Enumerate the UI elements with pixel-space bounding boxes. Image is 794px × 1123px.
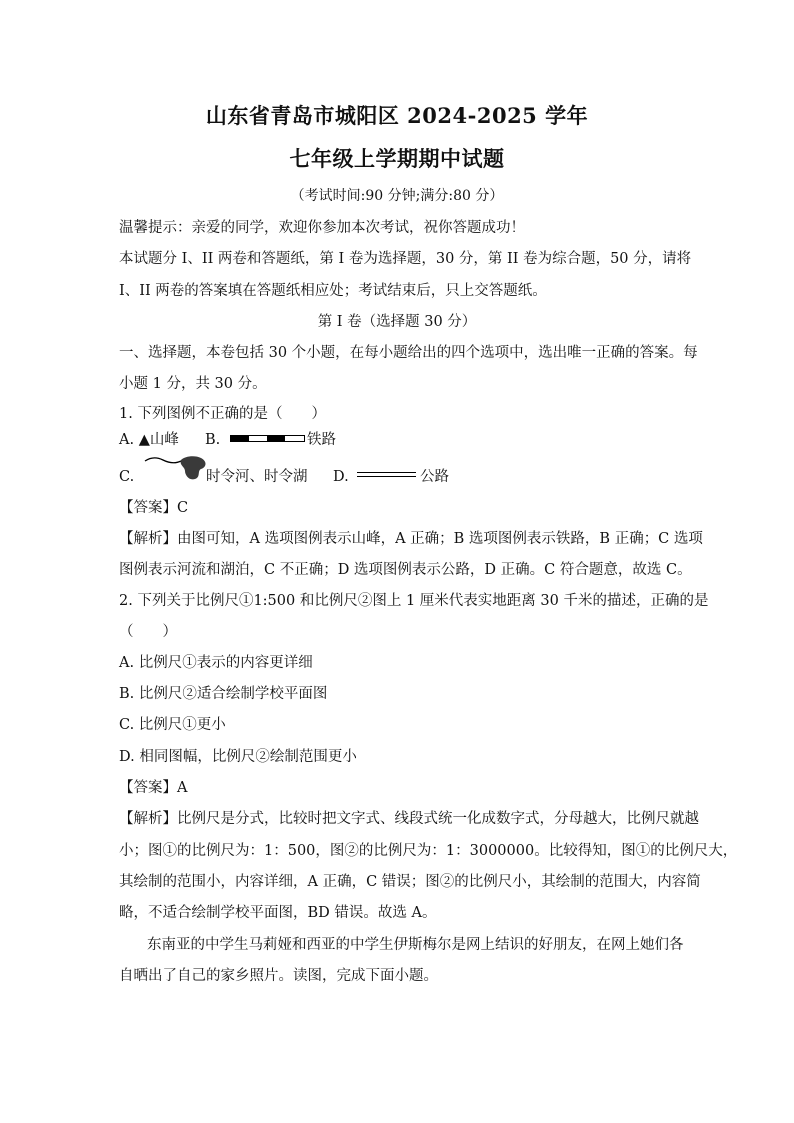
q1-option-b-label: 铁路 xyxy=(307,432,336,448)
tip-text: 温馨提示：亲爱的同学，欢迎你参加本次考试，祝你答题成功！ xyxy=(119,220,525,236)
q1-stem: 1. 下列图例不正确的是（ ） xyxy=(119,406,326,422)
q1-analysis-line-2: 图例表示河流和湖泊，C 不正确；D 选项图例表示公路，D 正确。C 符合题意，故选 C。 xyxy=(119,562,692,578)
section-title: 第 I 卷（选择题 30 分） xyxy=(317,314,477,330)
passage-line-1: 东南亚的中学生马莉娅和西亚的中学生伊斯梅尔是网上结识的好朋友，在网上她们各 xyxy=(147,937,684,953)
q2-stem-line-2: （ ） xyxy=(119,624,177,640)
instructions-line-2: I、II 两卷的答案填在答题纸相应处；考试结束后，只上交答题纸。 xyxy=(119,283,547,299)
road-legend-icon xyxy=(357,470,417,480)
document-subtitle: 七年级上学期期中试题 xyxy=(289,146,505,171)
document-title: 山东省青岛市城阳区 2024-2025 学年 xyxy=(205,103,589,128)
railway-legend-icon xyxy=(230,434,306,444)
q2-answer: 【答案】A xyxy=(119,780,188,796)
q1-option-a: A. ▲山峰 xyxy=(119,432,179,448)
q2-analysis-line-4: 略，不适合绘制学校平面图，BD 错误。故选 A。 xyxy=(119,905,437,921)
q1-option-d-letter: D. xyxy=(333,469,349,485)
q2-option-c: C. 比例尺①更小 xyxy=(119,717,226,733)
q1-answer: 【答案】C xyxy=(119,500,189,516)
q2-option-a: A. 比例尺①表示的内容更详细 xyxy=(119,655,313,671)
seasonal-river-lake-icon xyxy=(143,455,209,485)
q2-analysis-line-1: 【解析】比例尺是分式，比较时把文字式、线段式统一化成数字式，分母越大，比例尺就越 xyxy=(119,811,699,827)
q2-analysis-line-3: 其绘制的范围小，内容详细，A 正确，C 错误；图②的比例尺小，其绘制的范围大，内容简 xyxy=(119,874,701,890)
passage-line-2: 自晒出了自己的家乡照片。读图，完成下面小题。 xyxy=(119,968,438,984)
q1-option-c-letter: C. xyxy=(119,469,135,485)
q1-option-d-label: 公路 xyxy=(420,469,449,485)
q2-option-b: B. 比例尺②适合绘制学校平面图 xyxy=(119,686,328,702)
q1-option-b-letter: B. xyxy=(205,432,221,448)
q2-stem-line-1: 2. 下列关于比例尺①1:500 和比例尺②图上 1 厘米代表实地距离 30 千米的描述，正确的是 xyxy=(119,593,709,609)
instructions-line-1: 本试题分 I、II 两卷和答题纸，第 I 卷为选择题，30 分，第 II 卷为综合题，50 分，请将 xyxy=(119,251,692,267)
q2-option-d: D. 相同图幅，比例尺②绘制范围更小 xyxy=(119,749,357,765)
exam-info: （考试时间:90 分钟;满分:80 分） xyxy=(290,188,504,204)
q2-analysis-line-2: 小；图①的比例尺为：1：500，图②的比例尺为：1：3000000。比较得知，图①的比例尺大， xyxy=(119,843,738,859)
section-intro-line-2: 小题 1 分，共 30 分。 xyxy=(119,376,267,392)
q1-analysis-line-1: 【解析】由图可知，A 选项图例表示山峰，A 正确；B 选项图例表示铁路，B 正确；C 选项 xyxy=(119,531,703,547)
section-intro-line-1: 一、选择题，本卷包括 30 个小题，在每小题给出的四个选项中，选出唯一正确的答案。每 xyxy=(119,345,698,361)
q1-option-c-label: 时令河、时令湖 xyxy=(206,469,308,485)
